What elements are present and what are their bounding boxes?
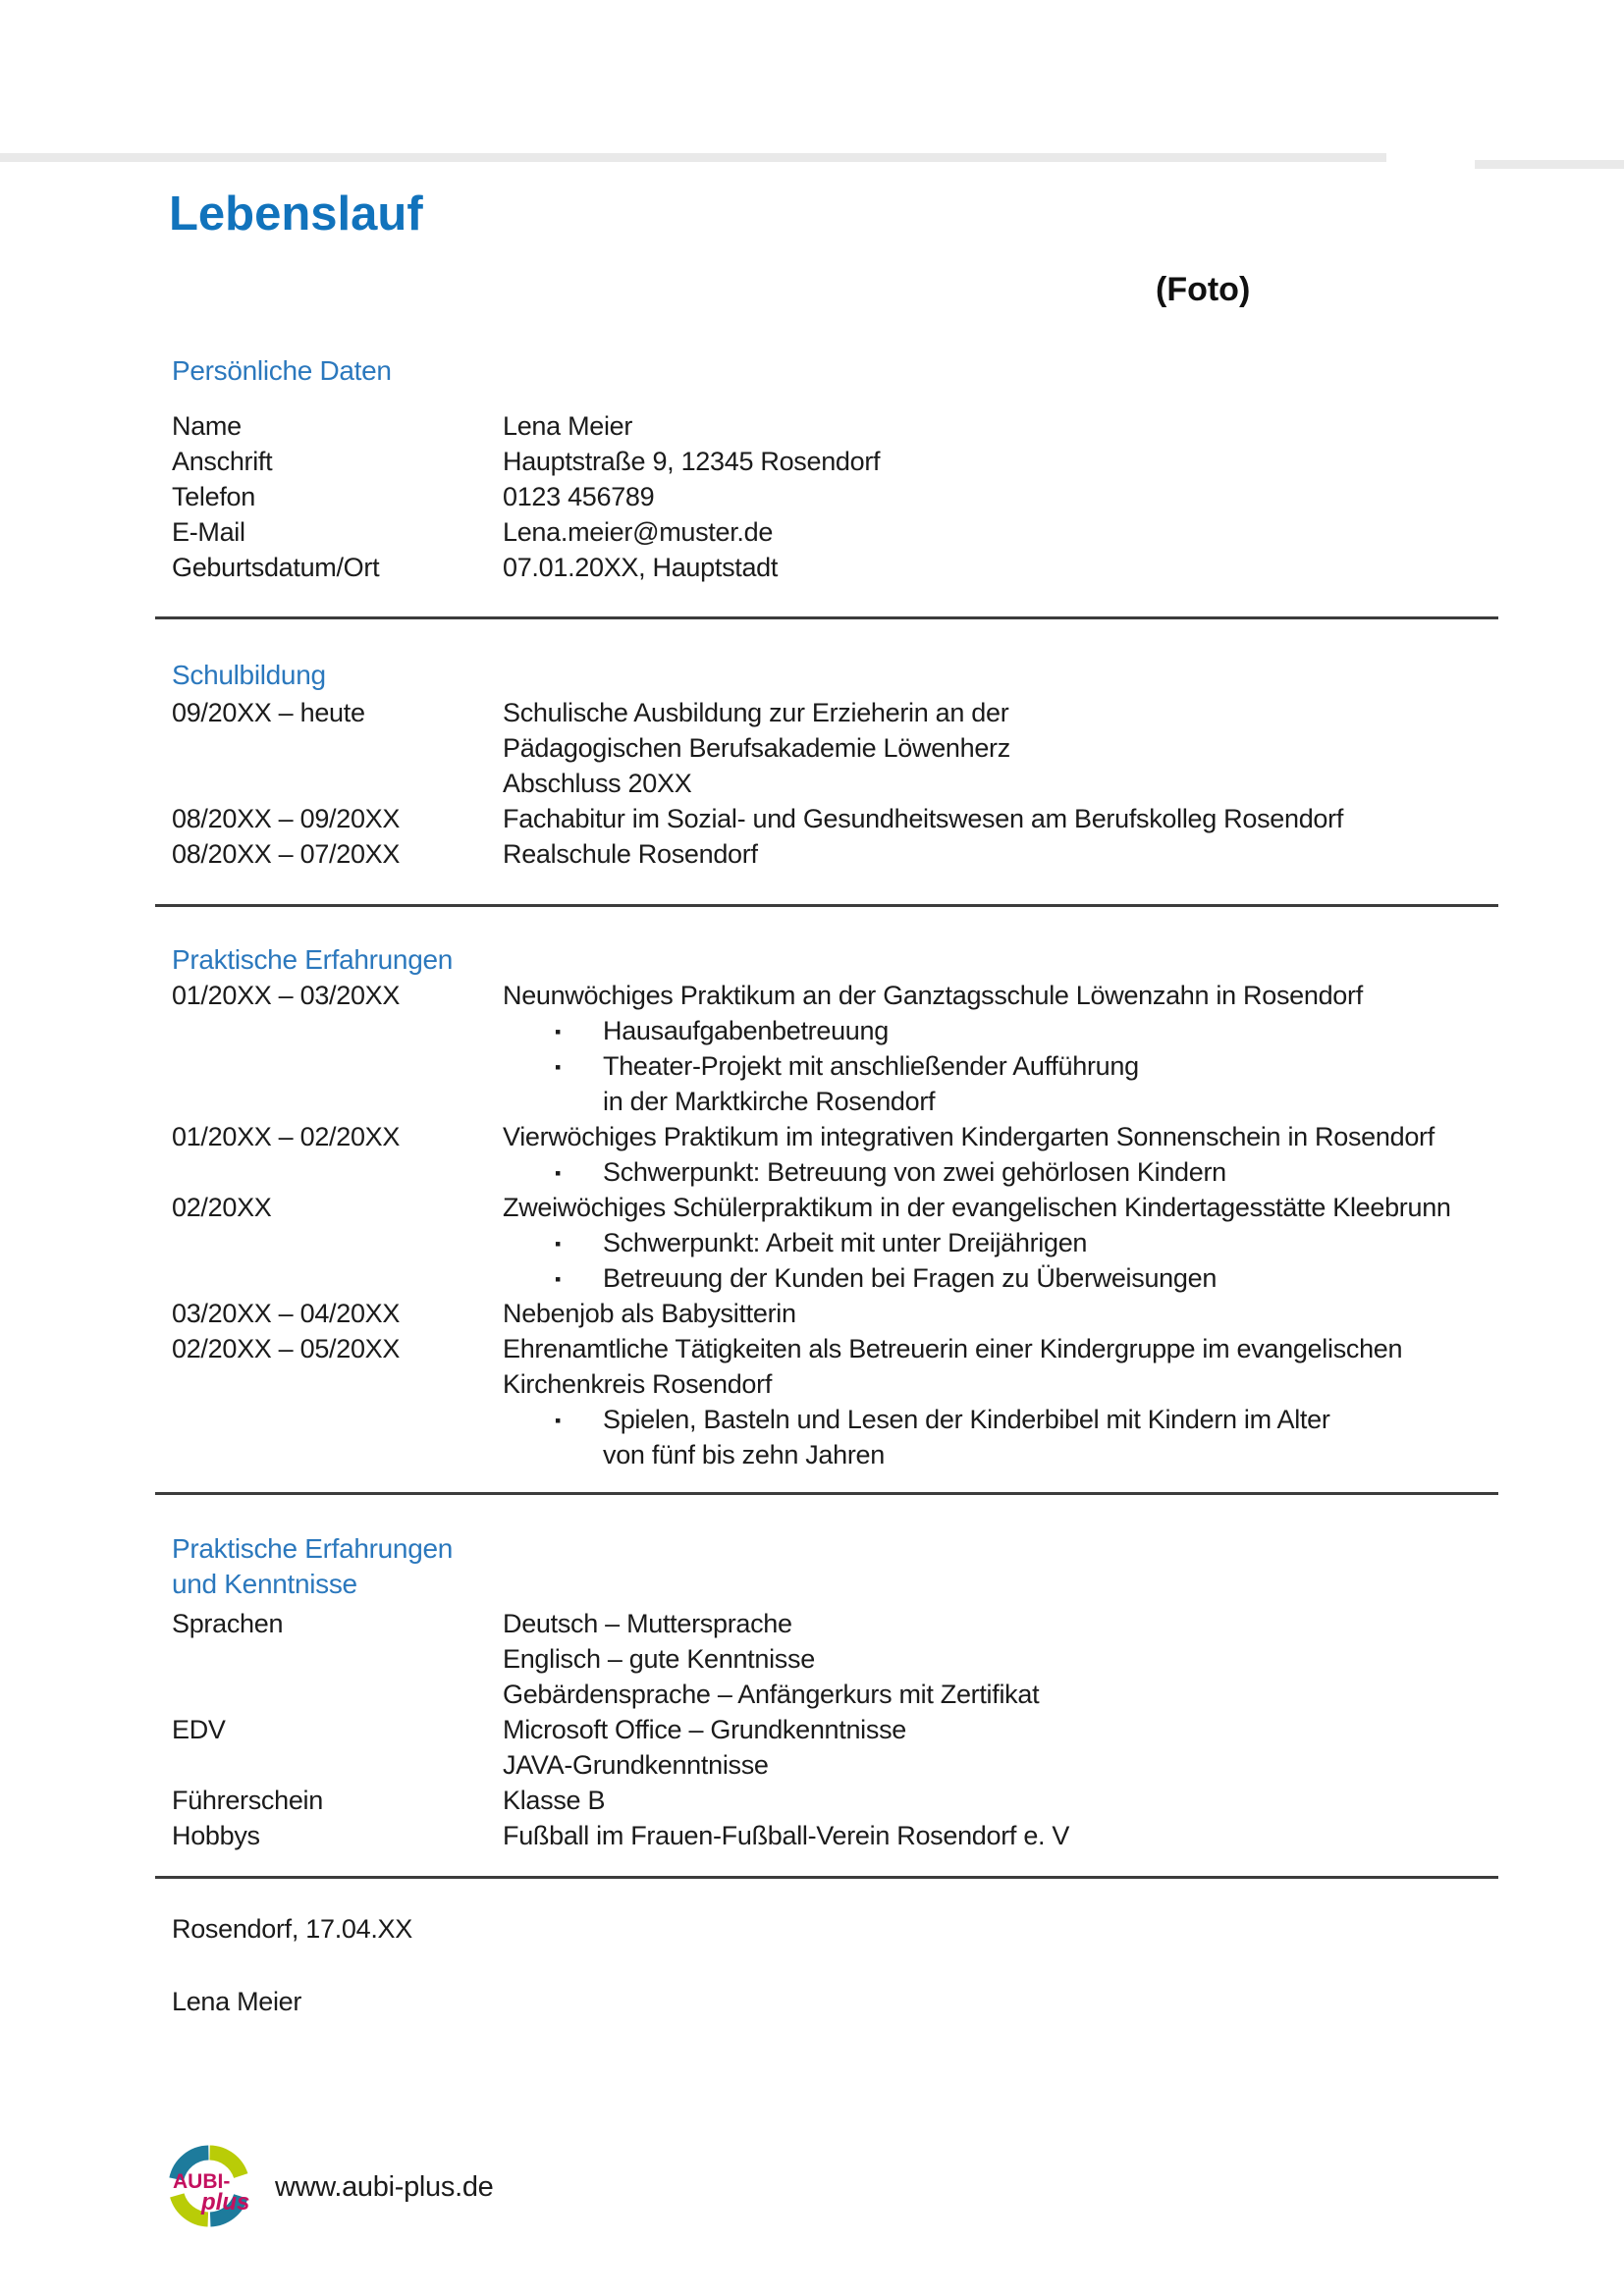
row-label: 01/20XX – 02/20XX (172, 1122, 401, 1151)
cv-line (172, 1402, 1507, 1437)
section-personal-data (172, 353, 1507, 582)
row-value: Neunwöchiges Praktikum an der Ganztagsschule Löwenzahn in Rosendorf (503, 981, 1363, 1010)
row-label: 01/20XX – 03/20XX (172, 981, 401, 1010)
logo-text-plus: plus (201, 2189, 250, 2216)
cv-line (172, 1331, 1507, 1366)
bullet-text: Theater-Projekt mit anschließender Aufführung (603, 1051, 1139, 1081)
row-label: E-Mail (172, 517, 245, 547)
row-label: EDV (172, 1715, 226, 1744)
row-value: Ehrenamtliche Tätigkeiten als Betreuerin einer Kindergruppe im evangelischen (503, 1334, 1403, 1363)
row-label: Geburtsdatum/Ort (172, 553, 380, 582)
cv-line (172, 1677, 1507, 1712)
bullet-icon: ▪ (555, 1057, 562, 1077)
cv-line (172, 766, 1507, 801)
cv-line (172, 695, 1507, 730)
cv-line (172, 408, 1507, 444)
section-heading: Persönliche Daten (172, 355, 392, 386)
row-label: Telefon (172, 482, 255, 511)
row-value: Fußball im Frauen-Fußball-Verein Rosendorf e. V (503, 1821, 1070, 1850)
bullet-text: Hausaufgabenbetreuung (603, 1016, 889, 1045)
row-label: Sprachen (172, 1609, 284, 1638)
aubi-plus-logo (160, 2137, 258, 2235)
section-heading: Praktische Erfahrungen (172, 1533, 454, 1564)
cv-line (172, 1013, 1507, 1048)
row-value: Hauptstraße 9, 12345 Rosendorf (503, 447, 881, 476)
bullet-text: Spielen, Basteln und Lesen der Kinderbibel mit Kindern im Alter (603, 1405, 1330, 1434)
row-value: Lena.meier@muster.de (503, 517, 774, 547)
cv-line (172, 730, 1507, 766)
row-value: Gebärdensprache – Anfängerkurs mit Zertifikat (503, 1680, 1040, 1709)
row-label: 03/20XX – 04/20XX (172, 1299, 401, 1328)
cv-line (172, 1225, 1507, 1260)
cv-line (172, 1260, 1507, 1296)
row-value: Klasse B (503, 1786, 606, 1815)
section-education (172, 658, 1507, 869)
cv-line (172, 479, 1507, 514)
row-value: Vierwöchiges Praktikum im integrativen Kindergarten Sonnenschein in Rosendorf (503, 1122, 1435, 1151)
cv-line (172, 1190, 1507, 1225)
section-heading-group (172, 1531, 1507, 1602)
bullet-icon: ▪ (555, 1269, 562, 1289)
cv-line (172, 1747, 1507, 1783)
bullet-text: Schwerpunkt: Betreuung von zwei gehörlosen Kindern (603, 1157, 1226, 1187)
row-value: Pädagogischen Berufsakademie Löwenherz (503, 733, 1010, 763)
row-value: 0123 456789 (503, 482, 655, 511)
cv-line (172, 978, 1507, 1013)
row-value: Englisch – gute Kenntnisse (503, 1644, 815, 1674)
row-value: 07.01.20XX, Hauptstadt (503, 553, 779, 582)
section-skills (172, 1531, 1507, 1850)
section-rows (172, 408, 1507, 585)
row-label: Name (172, 411, 242, 441)
section-heading: Praktische Erfahrungen (172, 944, 454, 975)
cv-line (172, 1119, 1507, 1154)
cv-line (172, 1154, 1507, 1190)
row-label: 02/20XX (172, 1193, 272, 1222)
section-heading-group (172, 353, 1507, 389)
footer-website-url: www.aubi-plus.de (275, 2171, 494, 2203)
section-heading: und Kenntnisse (172, 1569, 357, 1599)
row-value: Nebenjob als Babysitterin (503, 1299, 796, 1328)
bullet-item (555, 1225, 1087, 1261)
section-heading-group (172, 942, 1507, 978)
row-value: Lena Meier (503, 411, 633, 441)
cv-line (172, 514, 1507, 550)
row-value: JAVA-Grundkenntnisse (503, 1750, 769, 1780)
logo-text-aubi: AUBI- (173, 2170, 231, 2193)
top-divider-band-right (1475, 160, 1624, 169)
row-value: von fünf bis zehn Jahren (603, 1440, 885, 1469)
bullet-item (555, 1260, 1217, 1297)
cv-line (172, 444, 1507, 479)
row-label: 02/20XX – 05/20XX (172, 1334, 401, 1363)
row-value: Schulische Ausbildung zur Erzieherin an der (503, 698, 1009, 727)
photo-placeholder: (Foto) (1156, 271, 1251, 308)
cv-line (172, 1366, 1507, 1402)
bullet-icon: ▪ (555, 1234, 562, 1254)
bullet-icon: ▪ (555, 1163, 562, 1183)
bullet-icon: ▪ (555, 1022, 562, 1041)
cv-line (172, 1783, 1507, 1818)
top-divider-band-left (0, 153, 1386, 162)
cv-line (172, 550, 1507, 585)
row-value: Kirchenkreis Rosendorf (503, 1369, 773, 1399)
bullet-text: Schwerpunkt: Arbeit mit unter Dreijährigen (603, 1228, 1088, 1257)
row-label: Hobbys (172, 1821, 260, 1850)
bullet-icon: ▪ (555, 1411, 562, 1430)
row-value: Fachabitur im Sozial- und Gesundheitswesen am Berufskolleg Rosendorf (503, 804, 1344, 833)
cv-line (172, 1296, 1507, 1331)
cv-line (172, 1818, 1507, 1853)
cv-line (172, 1606, 1507, 1641)
bullet-text: Betreuung der Kunden bei Fragen zu Überweisungen (603, 1263, 1218, 1293)
signature-place-date: Rosendorf, 17.04.XX (172, 1914, 412, 1944)
cv-line (172, 801, 1507, 836)
bullet-item (555, 1154, 1226, 1191)
bullet-item (555, 1013, 889, 1049)
row-value: Microsoft Office – Grundkenntnisse (503, 1715, 906, 1744)
cv-line (172, 1437, 1507, 1472)
cv-line (172, 1048, 1507, 1084)
row-value: Deutsch – Muttersprache (503, 1609, 792, 1638)
section-heading-group (172, 658, 1507, 693)
section-divider (155, 1876, 1498, 1879)
row-value: Abschluss 20XX (503, 769, 692, 798)
page-title: Lebenslauf (169, 187, 423, 240)
row-value: Zweiwöchiges Schülerpraktikum in der evangelischen Kindertagesstätte Kleebrunn (503, 1193, 1451, 1222)
section-rows (172, 695, 1507, 872)
section-divider (155, 1492, 1498, 1495)
section-divider (155, 904, 1498, 907)
cv-line (172, 836, 1507, 872)
row-label: Anschrift (172, 447, 273, 476)
row-label: 09/20XX – heute (172, 698, 365, 727)
section-heading: Schulbildung (172, 660, 326, 690)
bullet-item (555, 1402, 1330, 1438)
section-rows (172, 978, 1507, 1472)
cv-line (172, 1641, 1507, 1677)
section-practical-experience (172, 942, 1507, 1469)
section-divider (155, 616, 1498, 619)
row-label: 08/20XX – 09/20XX (172, 804, 401, 833)
row-value: in der Marktkirche Rosendorf (603, 1087, 936, 1116)
cv-line (172, 1712, 1507, 1747)
cv-line (172, 1084, 1507, 1119)
bullet-item (555, 1048, 1139, 1085)
row-value: Realschule Rosendorf (503, 839, 758, 869)
row-label: 08/20XX – 07/20XX (172, 839, 401, 869)
signature-name: Lena Meier (172, 1987, 302, 2016)
row-label: Führerschein (172, 1786, 323, 1815)
section-rows (172, 1606, 1507, 1853)
